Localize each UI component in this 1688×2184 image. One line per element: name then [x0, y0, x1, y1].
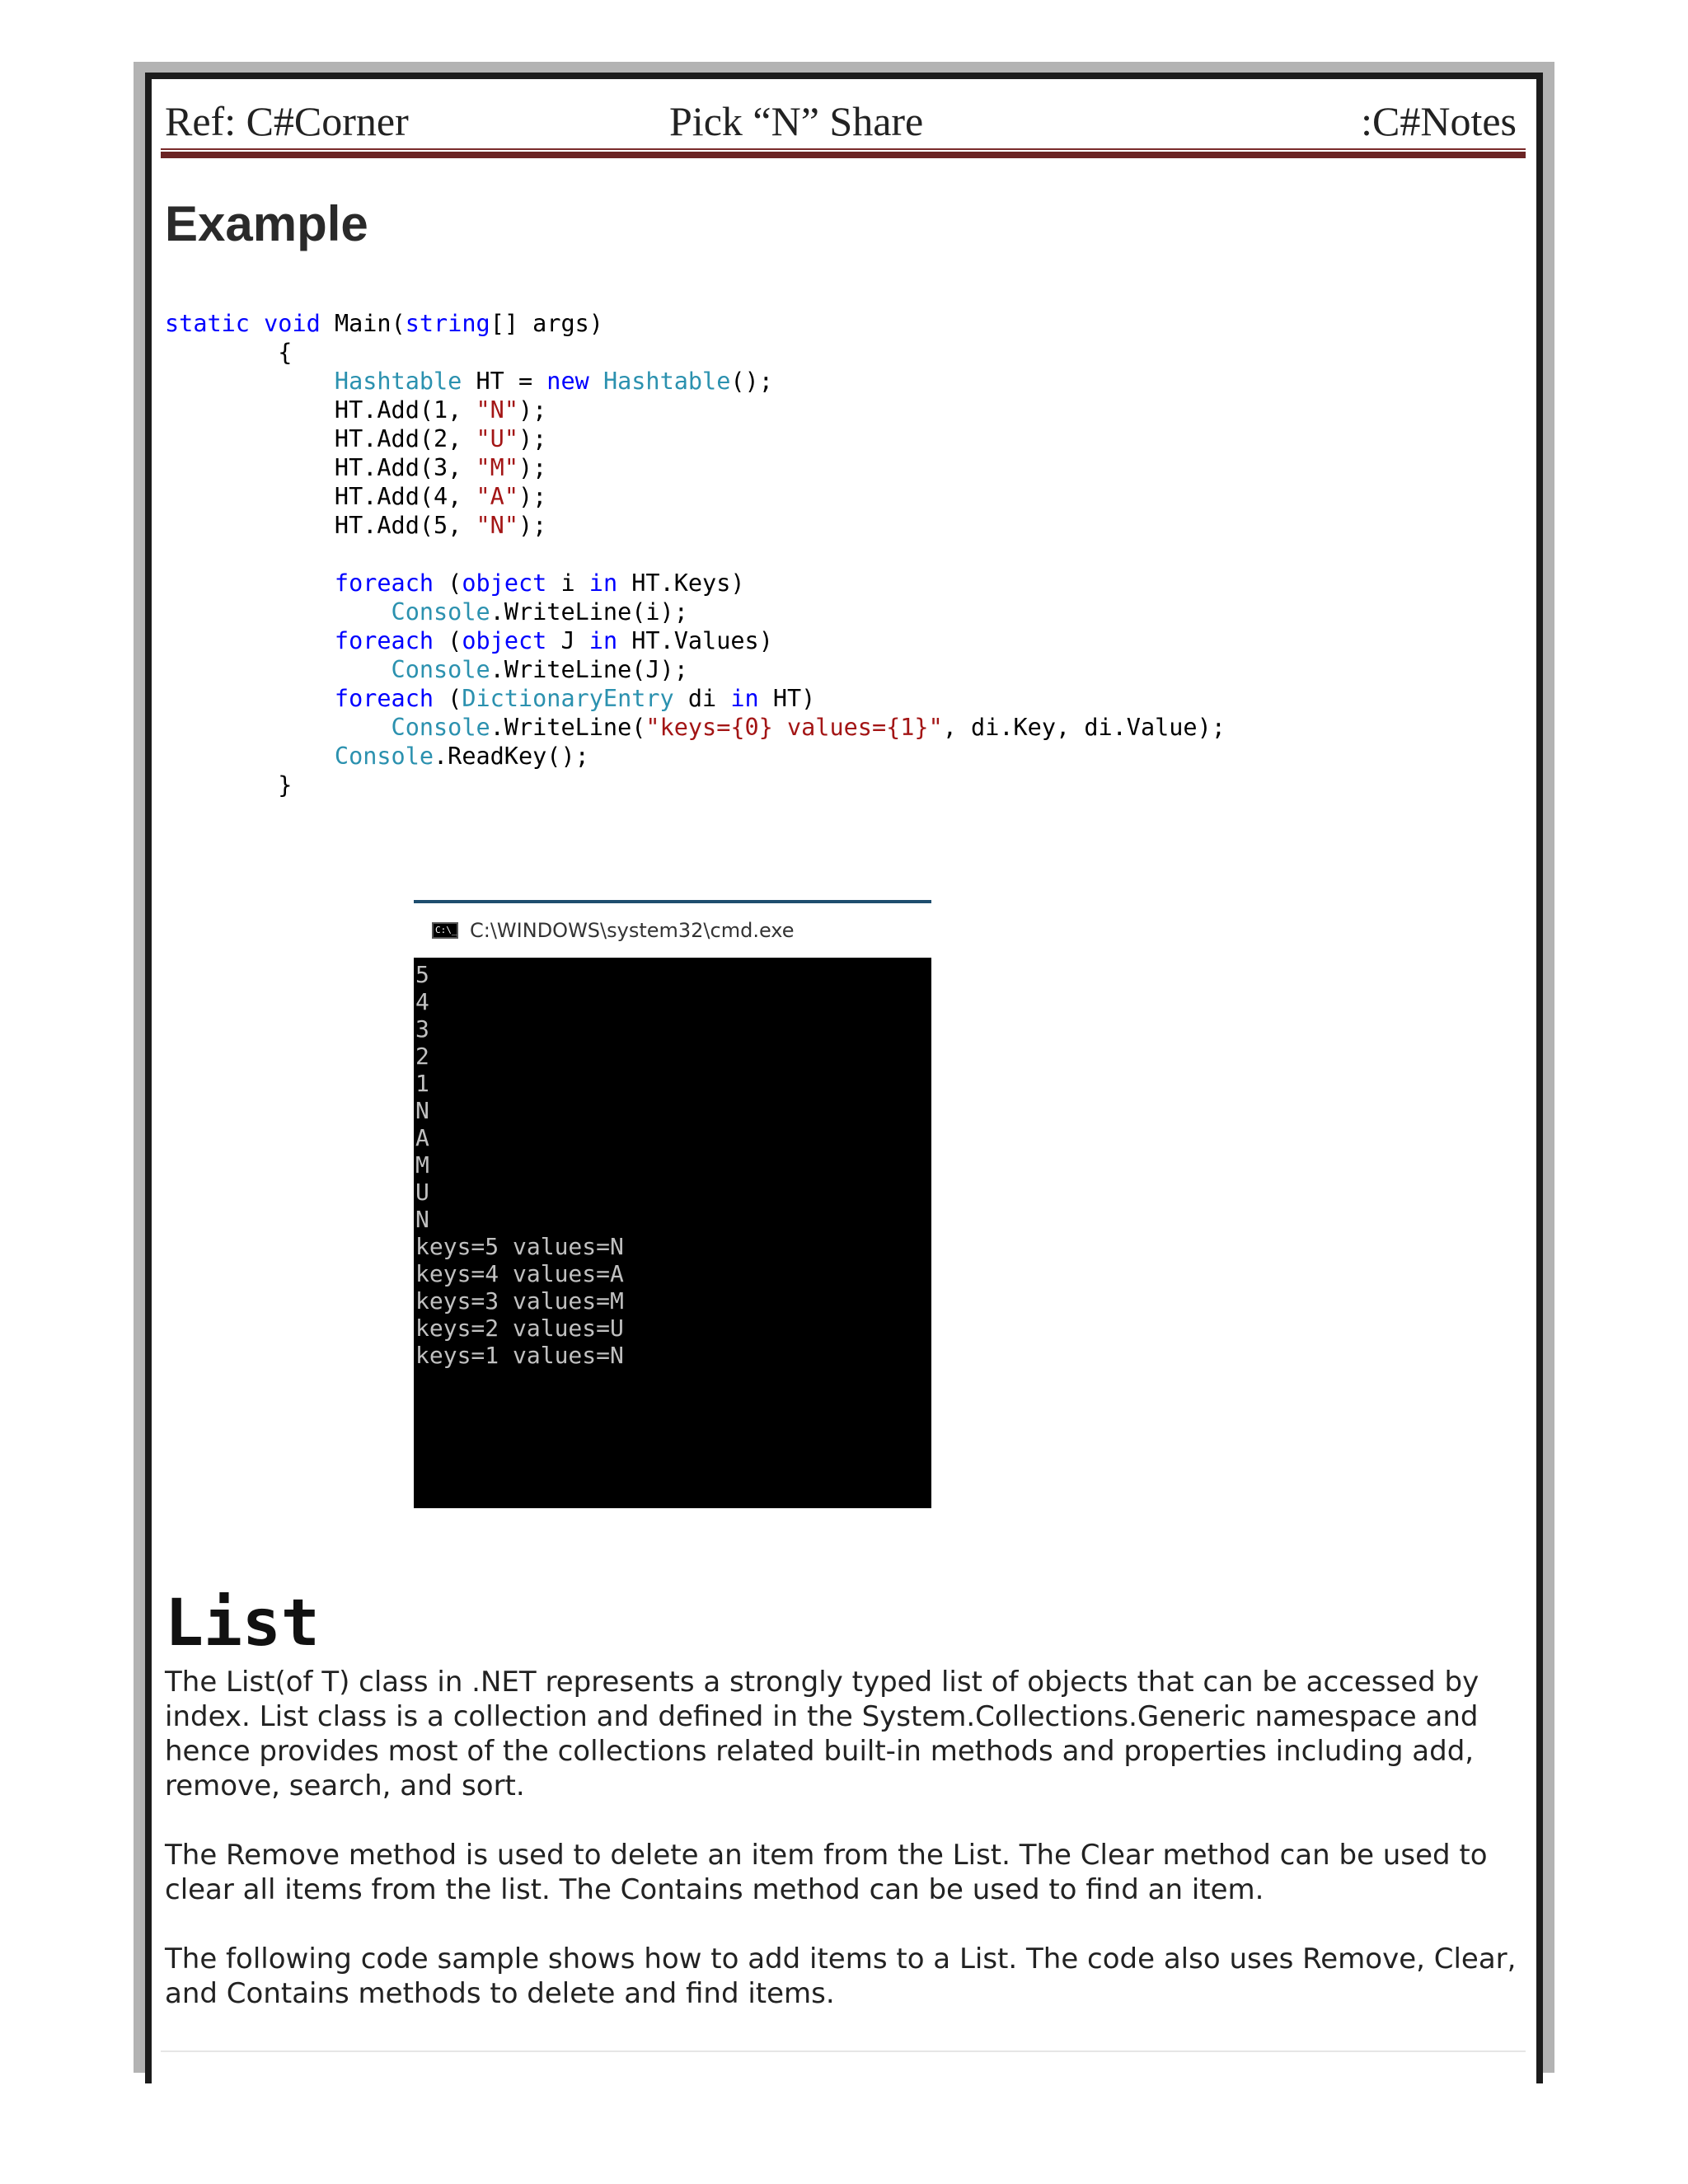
- footer-rule: [161, 2050, 1526, 2052]
- code-token: foreach: [334, 627, 434, 654]
- header-rule-thin: [161, 148, 1526, 150]
- code-token: Hashtable: [334, 368, 462, 395]
- code-token: );: [518, 425, 547, 452]
- code-token: );: [518, 454, 547, 481]
- code-token: ();: [730, 368, 773, 395]
- code-token: "A": [476, 483, 518, 510]
- code-token: HT =: [462, 368, 547, 395]
- code-token: Main(: [334, 310, 406, 337]
- code-block: [165, 309, 1226, 799]
- code-token: DictionaryEntry: [462, 685, 674, 712]
- example-heading: Example: [165, 196, 368, 251]
- code-token: object: [462, 627, 547, 654]
- code-token: foreach: [334, 685, 434, 712]
- header-rule-thick: [161, 152, 1526, 158]
- code-token: object: [462, 569, 547, 597]
- code-token: void: [264, 310, 321, 337]
- paragraph-list-intro: The List(of T) class in .NET represents a strongly typed list of objects that can be accessed by index. List class is a collection and defined in the System.Collections.Generic namespace and hence provides most of the collections related built-in methods and properties including add, remove, search, and sort.: [165, 1666, 1479, 1802]
- page-header: [165, 92, 1517, 150]
- code-token: J: [546, 627, 589, 654]
- code-line-main: [165, 310, 603, 337]
- console-window: [414, 900, 931, 1508]
- code-token: .WriteLine(J);: [490, 656, 688, 683]
- code-token: (: [434, 685, 462, 712]
- cmd-window-icon: C:\_: [432, 922, 458, 939]
- code-token: "M": [476, 454, 518, 481]
- code-token: HT.Add(4,: [334, 483, 476, 510]
- code-token: Console: [391, 714, 490, 741]
- code-token: "N": [476, 512, 518, 539]
- code-token: "keys={0} values={1}": [645, 714, 943, 741]
- code-token: (: [434, 627, 462, 654]
- code-token: HT.Keys): [617, 569, 745, 597]
- header-center: Pick “N” Share: [669, 98, 924, 144]
- console-output: 5 4 3 2 1 N A M U N keys=5 values=N keys=4 values=A keys=3 values=M keys=2 values=U keys=1 values=N: [415, 961, 624, 1369]
- paragraph-list-methods: The Remove method is used to delete an item from the List. The Clear method can be used to clear all items from the list. The Contains method can be used to find an item.: [165, 1839, 1488, 1906]
- list-heading: List: [165, 1586, 320, 1661]
- code-token: , di.Key, di.Value);: [942, 714, 1226, 741]
- code-token: HT.Add(2,: [334, 425, 476, 452]
- code-open-brace: {: [278, 339, 293, 366]
- code-token: .WriteLine(: [490, 714, 646, 741]
- code-token: "N": [476, 396, 518, 424]
- console-screen: [414, 958, 931, 1508]
- code-token: HT): [758, 685, 816, 712]
- code-token: .ReadKey();: [434, 743, 589, 770]
- code-token: di: [673, 685, 731, 712]
- code-token: string: [405, 310, 490, 337]
- code-token: Console: [334, 743, 434, 770]
- console-titlebar: [414, 903, 931, 958]
- code-token: Console: [391, 598, 490, 626]
- code-token: static: [165, 310, 250, 337]
- code-token: in: [730, 685, 759, 712]
- code-token: HT.Values): [617, 627, 773, 654]
- code-token: foreach: [334, 569, 434, 597]
- code-token: [] args): [490, 310, 603, 337]
- console-title: C:\WINDOWS\system32\cmd.exe: [470, 919, 795, 942]
- code-token: in: [588, 569, 618, 597]
- paragraph-list-sample: The following code sample shows how to add items to a List. The code also uses Remove, Clear, and Contains methods to delete and find items.: [165, 1943, 1517, 2010]
- code-token: (: [434, 569, 462, 597]
- code-token: Hashtable: [603, 368, 731, 395]
- header-right: :C#Notes: [1361, 98, 1517, 144]
- code-token: HT.Add(3,: [334, 454, 476, 481]
- code-token: HT.Add(1,: [334, 396, 476, 424]
- code-token: HT.Add(5,: [334, 512, 476, 539]
- code-token: new: [546, 368, 589, 395]
- code-token: );: [518, 483, 547, 510]
- code-token: Console: [391, 656, 490, 683]
- code-token: );: [518, 512, 547, 539]
- code-close-brace: }: [278, 771, 293, 799]
- code-token: );: [518, 396, 547, 424]
- code-token: i: [546, 569, 589, 597]
- header-left: Ref: C#Corner: [165, 98, 409, 144]
- code-token: "U": [476, 425, 518, 452]
- code-token: in: [588, 627, 618, 654]
- code-token: .WriteLine(i);: [490, 598, 688, 626]
